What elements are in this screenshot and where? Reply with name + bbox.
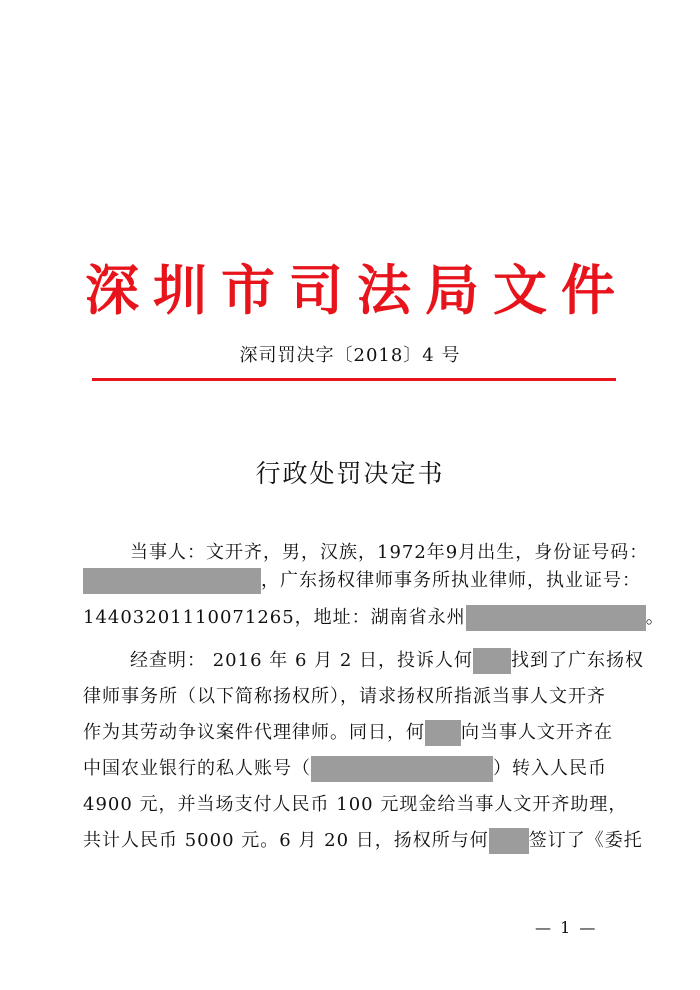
page-number: — 1 — xyxy=(535,918,598,937)
body-line xyxy=(130,646,645,674)
document-number: 深司罚决字〔2018〕4 号 xyxy=(239,345,461,366)
redaction-name xyxy=(489,828,529,854)
findings-text: 律师事务所（以下简称扬权所），请求扬权所指派当事人文开齐 xyxy=(83,686,606,707)
party-info-text: ，广东扬权律师事务所执业律师，执业证号： xyxy=(261,570,641,591)
redaction-id-number xyxy=(83,568,261,594)
body-line xyxy=(83,566,641,594)
redaction-name xyxy=(425,720,461,746)
body-line xyxy=(83,718,623,746)
findings-text: ）转入人民币 xyxy=(493,758,607,779)
party-info-text: 。 xyxy=(645,607,665,628)
findings-text: 经查明： 2016 年 6 月 2 日，投诉人何 xyxy=(130,650,474,671)
party-info-text: 14403201110071265，地址：湖南省永州 xyxy=(83,607,466,628)
redaction-name xyxy=(473,648,511,674)
findings-text: 签订了《委托 xyxy=(528,830,643,851)
findings-text: 4900 元，并当场支付人民币 100 元现金给当事人文开齐助理， xyxy=(83,794,628,815)
body-line xyxy=(83,754,623,782)
redaction-address xyxy=(466,605,646,631)
red-divider xyxy=(92,378,616,381)
issuer-title: 深圳市司法局文件 xyxy=(85,259,629,322)
body-line xyxy=(83,790,628,816)
findings-text: 向当事人文开齐在 xyxy=(461,722,613,743)
decision-title: 行政处罚决定书 xyxy=(255,459,445,488)
findings-text: 中国农业银行的私人账号（ xyxy=(83,758,311,779)
body-line xyxy=(83,826,643,854)
redaction-account-number xyxy=(311,756,493,782)
findings-text: 找到了广东扬权 xyxy=(511,650,645,671)
body-line xyxy=(83,682,623,708)
findings-text: 共计人民币 5000 元。6 月 20 日，扬权所与何 xyxy=(83,830,489,851)
party-info-text: 当事人：文开齐，男，汉族，1972年9月出生，身份证号码： xyxy=(130,542,649,563)
findings-text: 作为其劳动争议案件代理律师。同日，何 xyxy=(83,722,425,743)
body-line xyxy=(83,603,665,631)
body-line xyxy=(130,538,649,564)
